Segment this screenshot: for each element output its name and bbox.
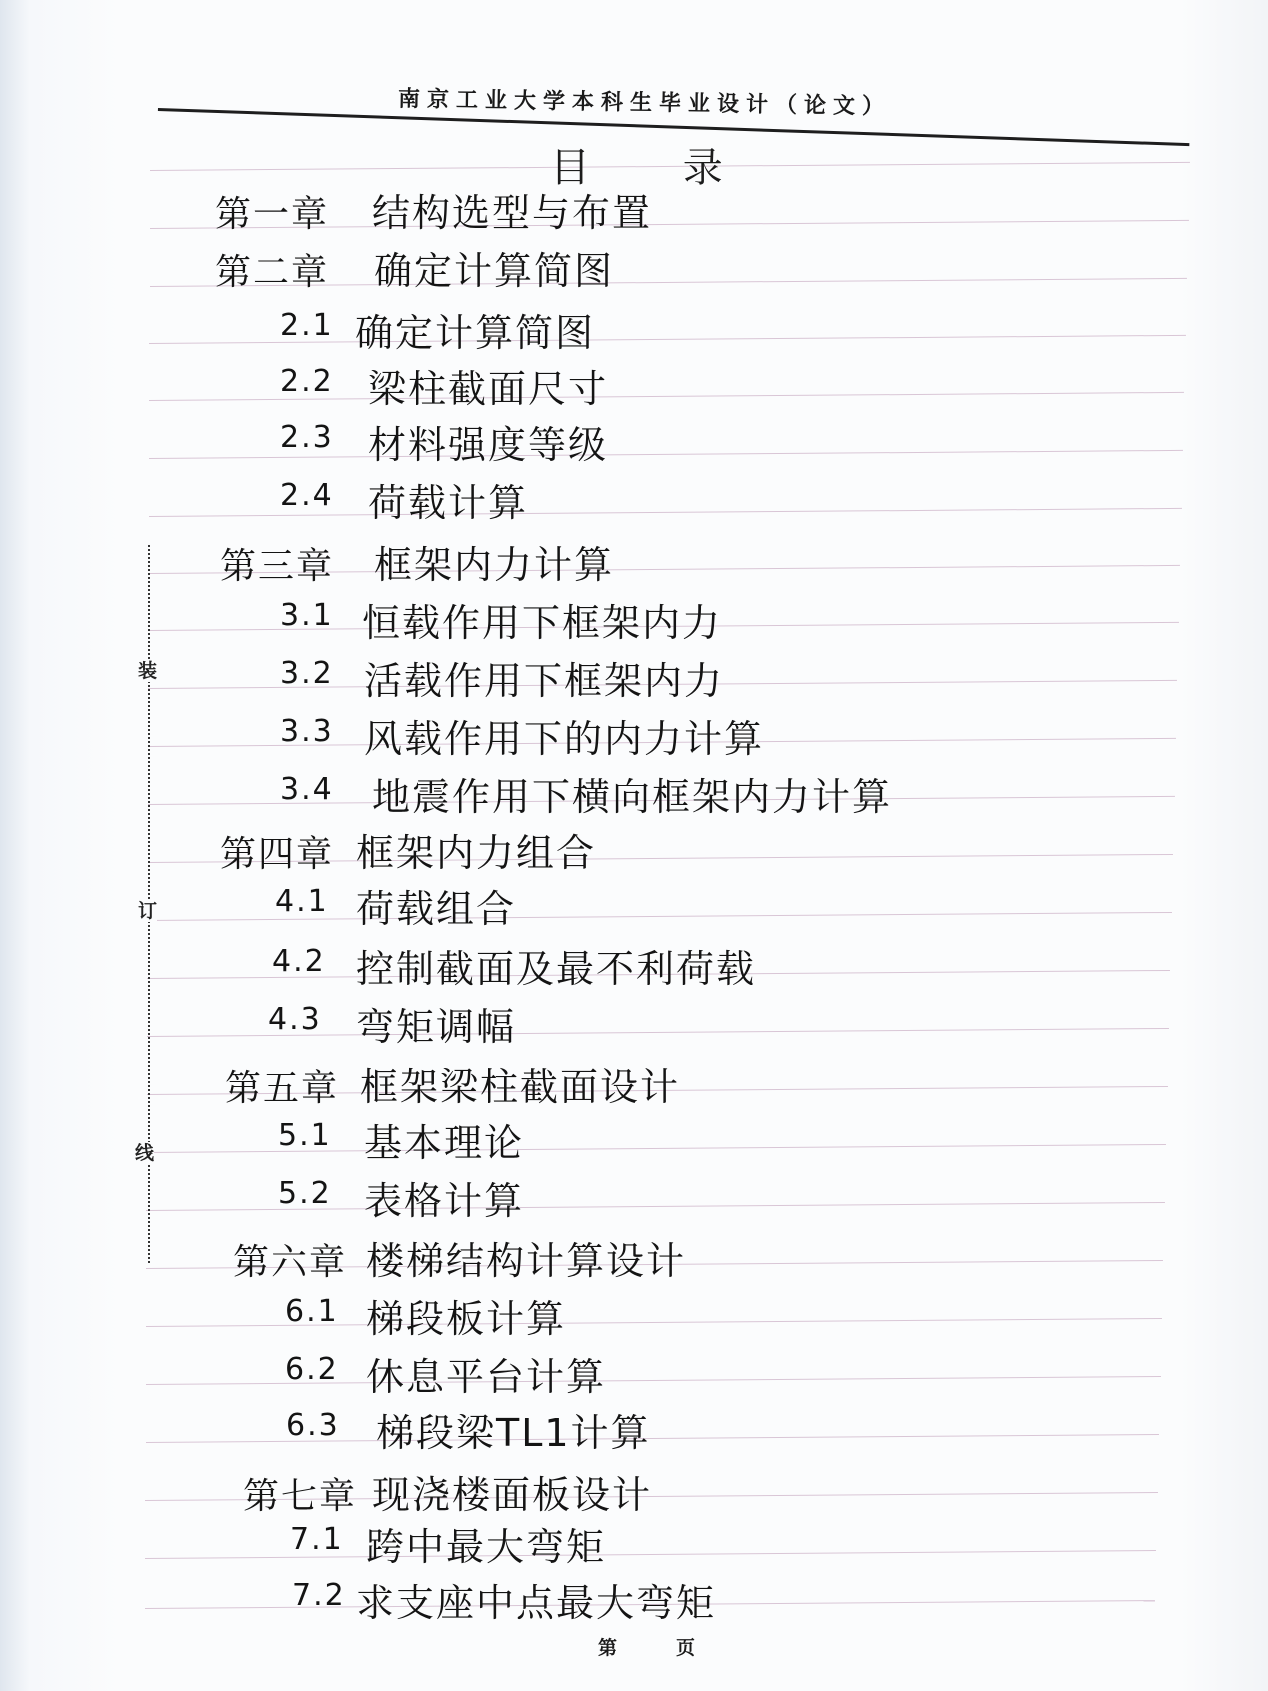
toc-section	[268, 1002, 517, 1049]
toc-text: 地震作用下横向框架内力计算	[372, 775, 893, 819]
toc-number: 2.1	[280, 308, 334, 343]
toc-text: 梯段梁TL1计算	[376, 1411, 651, 1455]
toc-text: 楼梯结构计算设计	[366, 1239, 687, 1283]
toc-section	[280, 714, 765, 761]
toc-section	[285, 1294, 567, 1341]
toc-section	[278, 1118, 525, 1165]
toc-text: 风载作用下的内力计算	[364, 717, 765, 761]
toc-section	[280, 656, 725, 703]
toc-number: 第二章	[215, 252, 330, 293]
toc-number: 2.4	[280, 478, 334, 513]
page-header: 南京工业大学本科生毕业设计（论文）	[397, 85, 892, 120]
toc-section	[275, 884, 517, 931]
toc-number: 5.2	[278, 1176, 332, 1211]
toc-section	[290, 1522, 607, 1569]
toc-chapter	[233, 1234, 687, 1285]
toc-text: 恒载作用下框架内力	[362, 601, 723, 645]
toc-chapter	[215, 186, 653, 237]
toc-number: 4.1	[275, 884, 329, 919]
toc-number: 4.2	[272, 944, 326, 979]
toc-section	[272, 944, 757, 991]
toc-number: 第一章	[215, 194, 330, 235]
toc-number: 第三章	[220, 546, 335, 587]
footer-di: 第	[598, 1637, 618, 1659]
toc-number: 4.3	[268, 1002, 322, 1037]
toc-section	[286, 1408, 651, 1455]
toc-text: 框架内力组合	[356, 831, 597, 875]
toc-chapter	[243, 1468, 653, 1519]
toc-text: 确定计算简图	[374, 249, 615, 293]
toc-text: 控制截面及最不利荷载	[356, 947, 757, 991]
toc-text: 材料强度等级	[368, 423, 609, 467]
footer-ye: 页	[676, 1637, 696, 1659]
toc-chapter	[225, 1060, 681, 1111]
toc-number: 第五章	[225, 1068, 340, 1109]
toc-section	[280, 478, 529, 525]
toc-number: 2.2	[280, 364, 334, 399]
toc-text: 弯矩调幅	[356, 1005, 517, 1049]
toc-number: 2.3	[280, 420, 334, 455]
toc-text: 荷载计算	[368, 481, 529, 525]
toc-section	[280, 598, 723, 645]
toc-number: 7.2	[292, 1578, 346, 1613]
toc-text: 现浇楼面板设计	[372, 1473, 653, 1517]
toc-number: 6.1	[285, 1294, 339, 1329]
toc-number: 7.1	[290, 1522, 344, 1557]
toc-text: 结构选型与布置	[372, 191, 653, 235]
toc-number: 第六章	[233, 1242, 348, 1283]
toc-title: 目 录	[550, 145, 763, 191]
toc-section	[280, 308, 596, 355]
binding-mark-xian: 线	[135, 1142, 155, 1164]
binding-mark-ding: 订	[138, 900, 158, 922]
toc-text: 表格计算	[364, 1179, 525, 1223]
toc-number: 5.1	[278, 1118, 332, 1153]
binding-mark-zhuang: 装	[138, 660, 158, 682]
toc-section	[285, 1352, 607, 1399]
toc-text: 确定计算简图	[355, 311, 596, 355]
toc-text: 框架内力计算	[374, 543, 615, 587]
toc-section	[292, 1578, 717, 1625]
toc-text: 基本理论	[364, 1121, 525, 1165]
toc-text: 跨中最大弯矩	[366, 1525, 607, 1569]
toc-chapter	[215, 244, 615, 295]
toc-number: 6.3	[286, 1408, 340, 1443]
toc-text: 休息平台计算	[366, 1355, 607, 1399]
toc-text: 荷载组合	[356, 887, 517, 931]
toc-text: 求支座中点最大弯矩	[356, 1581, 717, 1625]
toc-number: 6.2	[285, 1352, 339, 1387]
toc-text: 框架梁柱截面设计	[360, 1065, 681, 1109]
toc-section	[278, 1176, 525, 1223]
toc-number: 第七章	[243, 1476, 358, 1517]
toc-number: 第四章	[220, 834, 335, 875]
toc-number: 3.3	[280, 714, 334, 749]
toc-number: 3.1	[280, 598, 334, 633]
toc-text: 梁柱截面尺寸	[368, 367, 609, 411]
toc-chapter	[220, 826, 597, 877]
toc-section	[280, 772, 893, 819]
toc-section	[280, 420, 609, 467]
toc-number: 3.2	[280, 656, 334, 691]
toc-text: 活载作用下框架内力	[364, 659, 725, 703]
toc-number: 3.4	[280, 772, 334, 807]
toc-section	[280, 364, 609, 411]
toc-chapter	[220, 538, 615, 589]
toc-text: 梯段板计算	[366, 1297, 567, 1341]
